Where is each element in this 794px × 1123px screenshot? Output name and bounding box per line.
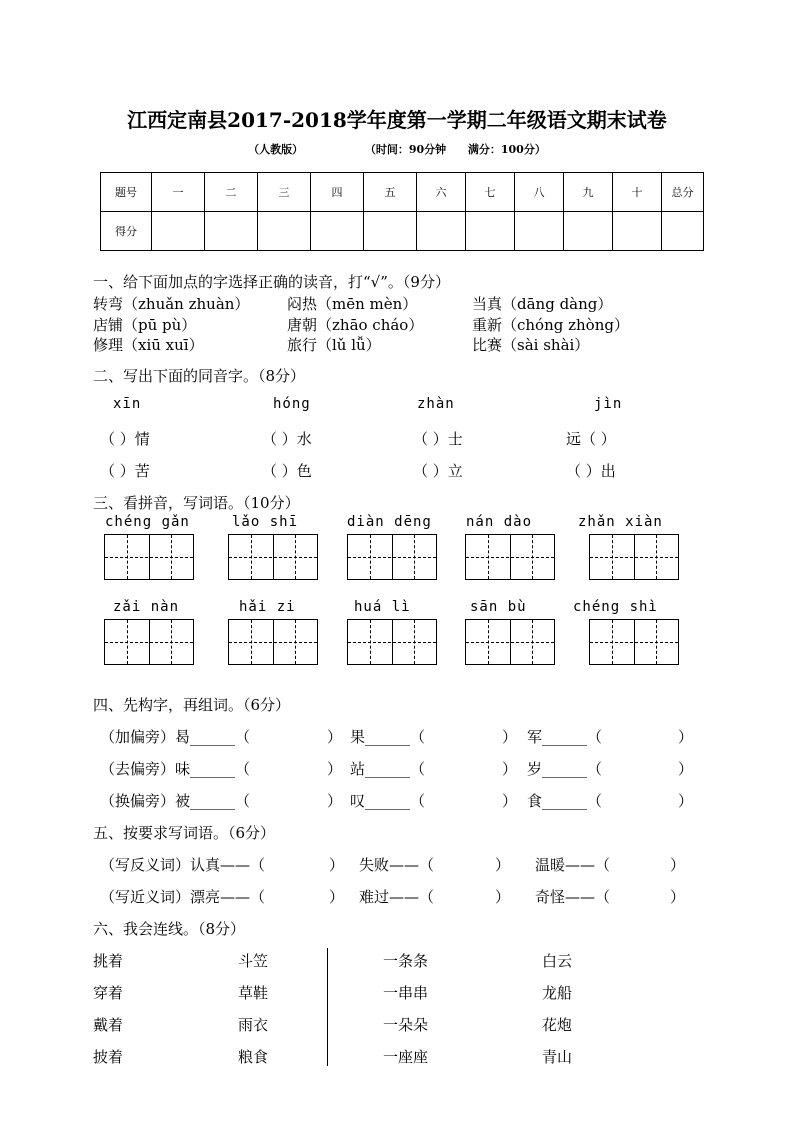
score-cell[interactable] bbox=[662, 212, 704, 251]
homophone-pinyin: hóng bbox=[273, 396, 311, 412]
word-close: ） bbox=[670, 888, 686, 906]
homophone-blank[interactable]: （ ）苦 bbox=[100, 462, 150, 480]
page-title: 江西定南县2017-2018学年度第一学期二年级语文期末试卷 bbox=[127, 108, 667, 132]
score-row-label: 得分 bbox=[101, 212, 152, 251]
score-header-cell: 七 bbox=[466, 173, 515, 212]
word-item[interactable]: 温暖——（ bbox=[535, 856, 611, 874]
pronunciation-item: 闷热（mēn mèn） bbox=[287, 295, 418, 313]
match-verb[interactable]: 挑着 bbox=[93, 952, 124, 970]
build-char-item[interactable]: 站______（ bbox=[350, 760, 426, 778]
build-char-close: ） bbox=[678, 760, 694, 778]
writing-pinyin: sān bù bbox=[470, 599, 527, 615]
writing-pinyin: chéng gǎn bbox=[105, 514, 190, 530]
pronunciation-item: 转弯（zhuǎn zhuàn） bbox=[93, 295, 250, 313]
score-table-score-row bbox=[101, 212, 704, 251]
match-measure[interactable]: 一朵朵 bbox=[383, 1016, 429, 1034]
pronunciation-item: 修理（xiū xuī） bbox=[93, 336, 204, 354]
word-close: ） bbox=[329, 856, 345, 874]
match-noun[interactable]: 龙船 bbox=[542, 984, 573, 1002]
section-4-title: 四、先构字，再组词。（6分） bbox=[93, 696, 291, 714]
writing-pinyin: huá lì bbox=[354, 599, 411, 615]
pronunciation-item: 唐朝（zhāo cháo） bbox=[287, 316, 424, 334]
match-noun[interactable]: 花炮 bbox=[542, 1016, 573, 1034]
writing-pinyin: chéng shì bbox=[573, 599, 658, 615]
section-6-title: 六、我会连线。（8分） bbox=[93, 920, 246, 938]
score-header-cell: 四 bbox=[311, 173, 364, 212]
match-measure[interactable]: 一串串 bbox=[383, 984, 429, 1002]
score-header-cell: 二 bbox=[205, 173, 258, 212]
full-score-label: 满分：100分） bbox=[467, 143, 546, 156]
build-char-item[interactable]: 果______（ bbox=[350, 728, 426, 746]
match-noun[interactable]: 白云 bbox=[542, 952, 573, 970]
score-header-cell: 十 bbox=[613, 173, 662, 212]
build-char-close: ） bbox=[502, 792, 518, 810]
section-3-title: 三、看拼音，写词语。（10分） bbox=[93, 494, 300, 512]
score-header-cell: 五 bbox=[364, 173, 417, 212]
writing-pinyin: lǎo shī bbox=[232, 514, 299, 530]
homophone-blank[interactable]: （ ）色 bbox=[262, 462, 312, 480]
writing-pinyin: zǎi nàn bbox=[113, 599, 180, 615]
writing-grid[interactable] bbox=[104, 534, 194, 580]
section-5-title: 五、按要求写词语。（6分） bbox=[93, 824, 276, 842]
build-char-item[interactable]: 军______（ bbox=[527, 728, 603, 746]
writing-pinyin: zhǎn xiàn bbox=[578, 514, 663, 530]
writing-grid[interactable] bbox=[347, 534, 437, 580]
pronunciation-item: 当真（dāng dàng） bbox=[472, 295, 613, 313]
build-char-close: ） bbox=[327, 792, 343, 810]
writing-grid[interactable] bbox=[104, 619, 194, 665]
score-header-cell: 题号 bbox=[101, 173, 152, 212]
writing-pinyin: nán dào bbox=[466, 514, 533, 530]
score-cell[interactable] bbox=[417, 212, 466, 251]
score-table bbox=[100, 172, 704, 251]
score-cell[interactable] bbox=[258, 212, 311, 251]
edition-label: （人教版） bbox=[248, 143, 304, 156]
homophone-blank[interactable]: （ ）情 bbox=[100, 430, 150, 448]
build-char-close: ） bbox=[502, 760, 518, 778]
writing-grid[interactable] bbox=[228, 534, 318, 580]
match-verb[interactable]: 披着 bbox=[93, 1048, 124, 1066]
build-char-close: ） bbox=[327, 760, 343, 778]
word-item[interactable]: （写近义词）漂亮——（ bbox=[100, 888, 266, 906]
score-cell[interactable] bbox=[364, 212, 417, 251]
homophone-pinyin: zhàn bbox=[417, 396, 455, 412]
homophone-pinyin: xīn bbox=[113, 396, 142, 412]
build-char-close: ） bbox=[678, 792, 694, 810]
writing-grid[interactable] bbox=[465, 619, 555, 665]
word-item[interactable]: （写反义词）认真——（ bbox=[100, 856, 266, 874]
homophone-blank[interactable]: （ ）水 bbox=[262, 430, 312, 448]
score-cell[interactable] bbox=[564, 212, 613, 251]
word-close: ） bbox=[495, 888, 511, 906]
writing-pinyin: hǎi zi bbox=[239, 599, 296, 615]
homophone-blank[interactable]: （ ）立 bbox=[413, 462, 463, 480]
word-close: ） bbox=[329, 888, 345, 906]
writing-grid[interactable] bbox=[347, 619, 437, 665]
match-verb[interactable]: 穿着 bbox=[93, 984, 124, 1002]
pronunciation-item: 重新（chóng zhòng） bbox=[472, 316, 629, 334]
score-header-cell: 九 bbox=[564, 173, 613, 212]
section-2-title: 二、写出下面的同音字。（8分） bbox=[93, 367, 306, 385]
match-verb[interactable]: 戴着 bbox=[93, 1016, 124, 1034]
writing-grid[interactable] bbox=[465, 534, 555, 580]
word-item[interactable]: 失败——（ bbox=[359, 856, 435, 874]
match-measure[interactable]: 一座座 bbox=[383, 1048, 429, 1066]
homophone-blank[interactable]: （ ）出 bbox=[566, 462, 616, 480]
build-char-close: ） bbox=[502, 728, 518, 746]
word-close: ） bbox=[670, 856, 686, 874]
score-cell[interactable] bbox=[613, 212, 662, 251]
writing-grid[interactable] bbox=[589, 619, 679, 665]
time-label: （时间：90分钟 bbox=[364, 143, 447, 156]
match-object[interactable]: 草鞋 bbox=[238, 984, 269, 1002]
build-char-close: ） bbox=[678, 728, 694, 746]
pronunciation-item: 比赛（sài shài） bbox=[472, 336, 590, 354]
build-char-item[interactable]: 食______（ bbox=[527, 792, 603, 810]
section-1-title: 一、给下面加点的字选择正确的读音，打“√”。（9分） bbox=[93, 273, 450, 291]
score-header-cell: 六 bbox=[417, 173, 466, 212]
score-cell[interactable] bbox=[515, 212, 564, 251]
score-header-cell: 一 bbox=[152, 173, 205, 212]
score-cell[interactable] bbox=[311, 212, 364, 251]
match-object[interactable]: 斗笠 bbox=[238, 952, 269, 970]
score-cell[interactable] bbox=[152, 212, 205, 251]
writing-grid[interactable] bbox=[228, 619, 318, 665]
score-header-cell: 八 bbox=[515, 173, 564, 212]
score-table-header-row bbox=[101, 173, 704, 212]
build-char-item[interactable]: （换偏旁）被______（ bbox=[100, 792, 251, 810]
build-char-item[interactable]: 岁______（ bbox=[527, 760, 603, 778]
writing-grid[interactable] bbox=[589, 534, 679, 580]
match-object[interactable]: 雨衣 bbox=[238, 1016, 269, 1034]
word-close: ） bbox=[495, 856, 511, 874]
word-item[interactable]: 奇怪——（ bbox=[535, 888, 611, 906]
build-char-item[interactable]: （去偏旁）味______（ bbox=[100, 760, 251, 778]
pronunciation-item: 旅行（lǔ lǚ） bbox=[287, 336, 381, 354]
score-header-cell: 总分 bbox=[662, 173, 704, 212]
build-char-item[interactable]: （加偏旁）曷______（ bbox=[100, 728, 251, 746]
writing-pinyin: diàn dēng bbox=[347, 514, 432, 530]
homophone-pinyin: jìn bbox=[594, 396, 623, 412]
homophone-blank[interactable]: （ ）士 bbox=[413, 430, 463, 448]
build-char-close: ） bbox=[327, 728, 343, 746]
page-subtitle bbox=[0, 141, 794, 157]
matching-divider bbox=[327, 948, 328, 1066]
match-measure[interactable]: 一条条 bbox=[383, 952, 429, 970]
score-cell[interactable] bbox=[466, 212, 515, 251]
score-header-cell: 三 bbox=[258, 173, 311, 212]
word-item[interactable]: 难过——（ bbox=[359, 888, 435, 906]
homophone-blank[interactable]: 远（ ） bbox=[566, 430, 616, 448]
score-cell[interactable] bbox=[205, 212, 258, 251]
match-object[interactable]: 粮食 bbox=[238, 1048, 269, 1066]
pronunciation-item: 店铺（pū pù） bbox=[93, 316, 197, 334]
build-char-item[interactable]: 叹______（ bbox=[350, 792, 426, 810]
match-noun[interactable]: 青山 bbox=[542, 1048, 573, 1066]
